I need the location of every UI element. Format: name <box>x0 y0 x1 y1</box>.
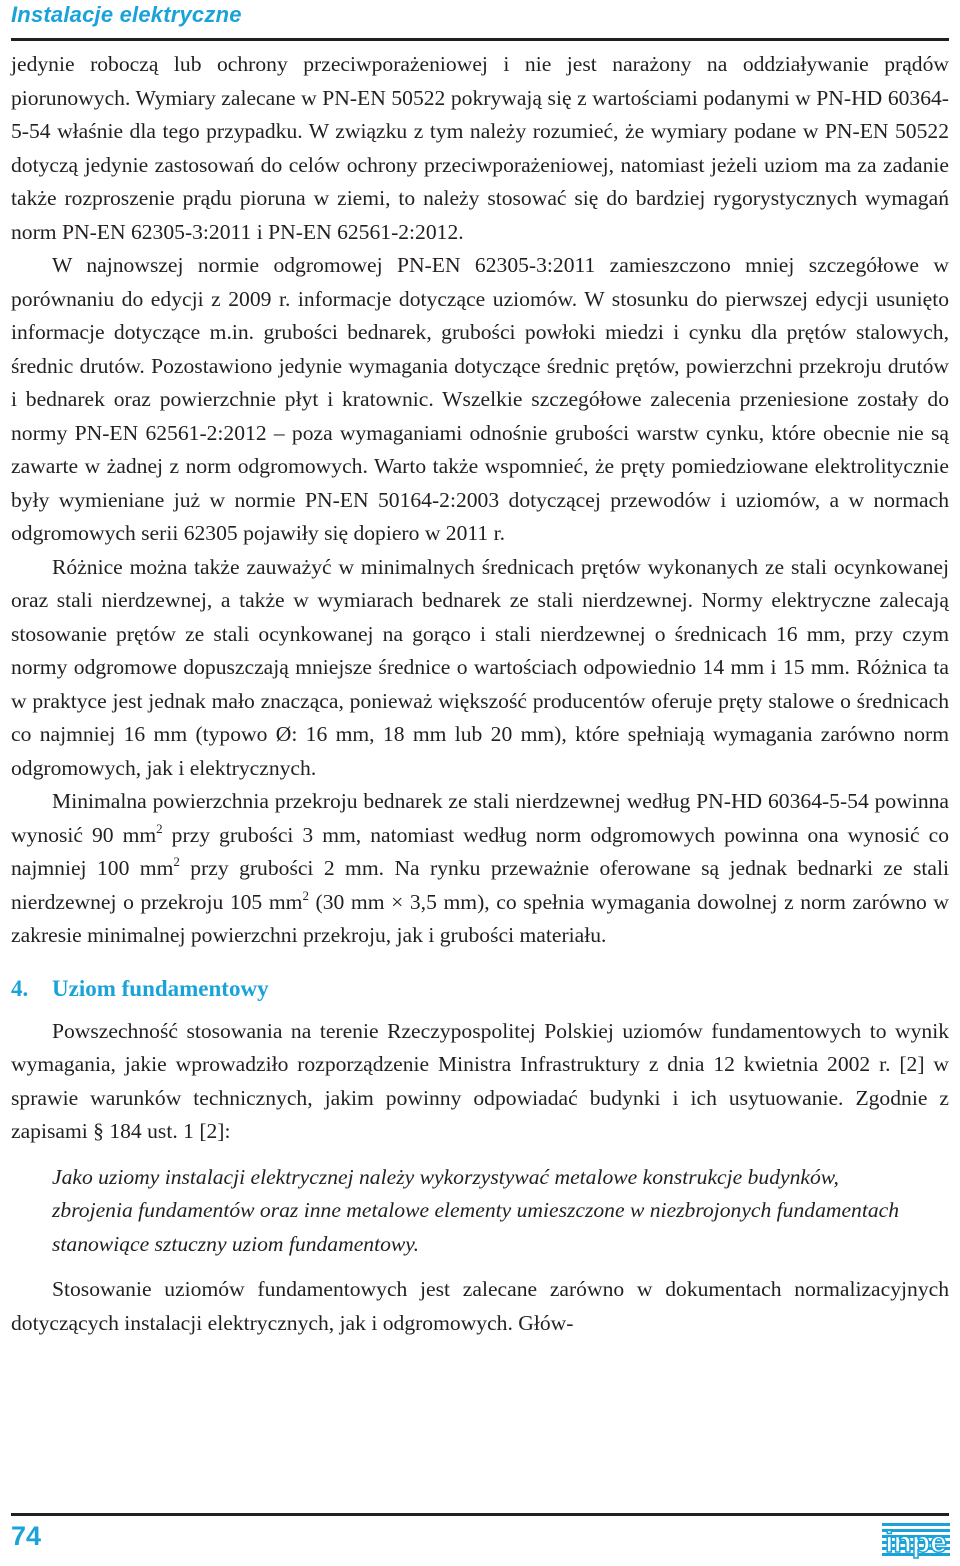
running-header <box>11 0 242 30</box>
header-rule <box>11 38 949 41</box>
section-heading <box>11 975 949 1003</box>
legal-quote: Jako uziomy instalacji elektrycznej należy wykorzystywać metalowe konstrukcje budynków, zbrojenia fundamentów oraz inne metalowe elementy umieszczone w niezbrojonych fundamentach stanowiące sztuczny uziom fundamentowy. <box>52 1164 900 1256</box>
paragraph-2: W najnowszej normie odgromowej PN-EN 62305-3:2011 zamieszczono mniej szczegółowe w porównaniu do edycji z 2009 r. informacje dotyczące uziomów. W stosunku do pierwszej edycji usunięto informacje dotyczące m.in. grubości bednarek, grubości powłoki miedzi i cynku dla prętów stalowych, średnic drutów. Pozostawiono jedynie wymagania dotyczące średnic prętów, powierzchni przekroju drutów i bednarek oraz powierzchnie płyt i kratownic. Wszelkie szczegółowe zalecenia przeniesione zostały do normy PN-EN 62561-2:2012 – poza wymaganiami odnośnie grubości warstw cynku, które obecnie nie są zawarte w żadnej z norm odgromowych. Warto także wspomnieć, że pręty pomiedziowane elektrolitycznie były wymieniane już w normie PN-EN 50164-2:2003 dotyczącej przewodów i uziomów, a w normach odgromowych serii 62305 pojawiły się dopiero w 2011 r. <box>11 253 949 545</box>
paragraph-3: Różnice można także zauważyć w minimalnych średnicach prętów wykonanych ze stali ocynkowanej oraz stali nierdzewnej, a także w wymiarach bednarek ze stali nierdzewnej. Normy elektryczne zalecają stosowanie prętów ze stali ocynkowanej na gorąco i stali nierdzewnej o średnicach 16 mm, przy czym normy odgromowe dopuszczają mniejsze średnice o wartościach odpowiednio 14 mm i 15 mm. Różnica ta w praktyce jest jednak mało znacząca, ponieważ większość producentów oferuje pręty stalowe o średnicach co najmniej 16 mm (typowo Ø: 16 mm, 18 mm lub 20 mm), które spełniają wymagania zarówno norm odgromowych, jak i elektrycznych. <box>11 554 949 780</box>
page-number: 74 <box>11 1521 42 1551</box>
footer-rule <box>11 1513 949 1516</box>
superscript-2-c: 2 <box>302 887 309 903</box>
paragraph-5: Powszechność stosowania na terenie Rzeczypospolitej Polskiej uziomów fundamentowych to wynik wymagania, jakie wprowadziło rozporządzenie Ministra Infrastruktury z dnia 12 kwietnia 2002 r. [2] w sprawie warunków technicznych, jakim powinny odpowiadać budynki i ich usytuowanie. Zgodnie z zapisami § 184 ust. 1 [2]: <box>11 1018 949 1143</box>
page-content <box>11 48 949 1340</box>
paragraph-4-part-a: Minimalna powierzchnia przekroju bednarek ze stali nierdzewnej według PN-HD 60364-5-54 powinna wynosić 90 mm <box>11 789 949 847</box>
section-title: Uziom fundamentowy <box>52 975 269 1001</box>
logo-text: inpe <box>885 1526 947 1559</box>
superscript-2-b: 2 <box>173 854 180 869</box>
header-title: Instalacje elektryczne <box>11 2 242 27</box>
paragraph-4-part-d: (30 mm × 3,5 mm), co spełnia wymagania dowolnej z norm zarówno w zakresie minimalnej powierzchni przekroju, jak i grubości materiału. <box>11 889 950 947</box>
paragraph-4-part-b: przy grubości 3 mm, natomiast według norm odgromowych powinna ona wynosić co najmniej 100 mm <box>11 822 949 880</box>
superscript-2-a: 2 <box>156 820 163 836</box>
paragraph-4-part-c: przy grubości 2 mm. Na rynku przeważnie oferowane są jednak bednarki ze stali nierdzewnej o przekroju 105 mm <box>11 856 949 914</box>
section-number: 4. <box>11 975 29 1001</box>
paragraph-1: jedynie roboczą lub ochrony przeciwporażeniowej i nie jest narażony na oddziaływanie prądów piorunowych. Wymiary zalecane w PN-EN 50522 pokrywają się z wartościami podanymi w PN-HD 60364-5-54 właśnie dla tego przypadku. W związku z tym należy rozumieć, że wymiary podane w PN-EN 50522 dotyczą jedynie zastosowań do celów ochrony przeciwporażeniowej, natomiast jeżeli uziom ma za zadanie także rozproszenie prądu pioruna w ziemi, to należy stosować się do bardziej rygorystycznych wymagań norm PN-EN 62305-3:2011 i PN-EN 62561-2:2012. <box>11 52 949 244</box>
paragraph-6: Stosowanie uziomów fundamentowych jest zalecane zarówno w dokumentach normalizacyjnych dotyczących instalacji elektrycznych, jak i odgromowych. Głów- <box>11 1277 949 1335</box>
inpe-logo <box>880 1519 952 1561</box>
paragraph-4 <box>11 785 949 953</box>
